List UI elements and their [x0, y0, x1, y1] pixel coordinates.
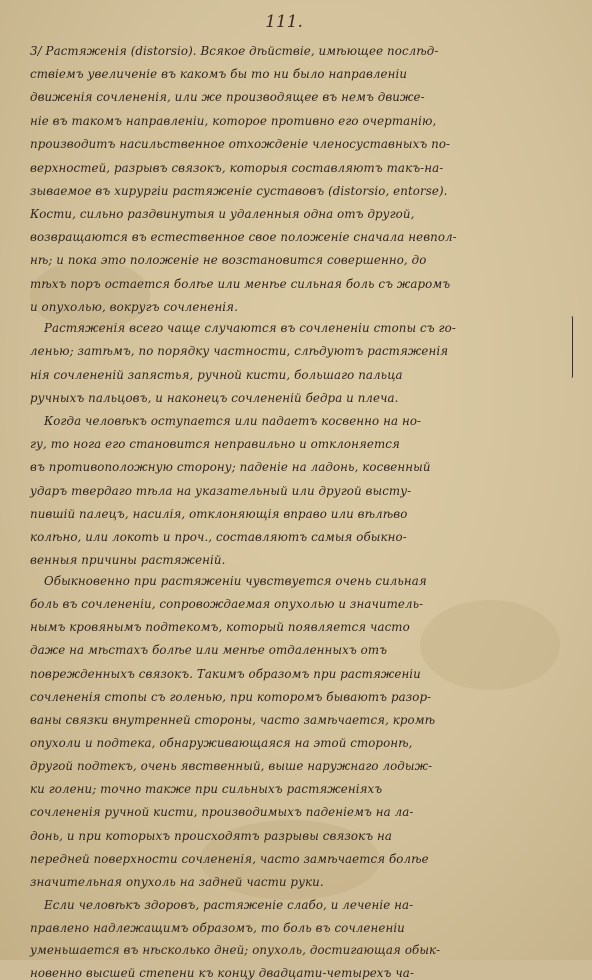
- margin-bracket-mark: [569, 316, 573, 378]
- handwritten-line: Кости, сильно раздвинутыя и удаленныя одна отъ другой,: [30, 207, 415, 221]
- handwritten-line: ленью; затѣмъ, по порядку частности, слѣдуютъ растяженія: [30, 344, 449, 358]
- handwritten-line: зываемое въ хирургіи растяженіе суставовъ (distorsio, entorse).: [30, 184, 448, 198]
- handwritten-line: Когда человѣкъ оступается или падаетъ косвенно на но-: [44, 414, 422, 428]
- handwritten-line: пившій палецъ, насилія, отклоняющія вправо или вѣлѣво: [30, 507, 408, 521]
- handwritten-line: верхностей, разрывъ связокъ, которыя составляютъ такъ-на-: [30, 161, 444, 175]
- handwritten-line: даже на мѣстахъ болѣе или менѣе отдаленныхъ отъ: [30, 643, 388, 657]
- handwritten-line: Если человѣкъ здоровъ, растяженіе слабо, и леченіе на-: [44, 898, 414, 912]
- handwritten-line: венныя причины растяженій.: [30, 553, 226, 567]
- handwritten-line: возвращаются въ естественное свое положеніе сначала невпол-: [30, 230, 457, 244]
- handwritten-line: тѣхъ поръ остается болѣе или менѣе сильная боль съ жаромъ: [30, 277, 451, 291]
- handwritten-line: нѣ; и пока это положеніе не возстановится совершенно, до: [30, 253, 427, 267]
- handwritten-line: производитъ насильственное отхожденіе членосуставныхъ по-: [30, 137, 451, 151]
- handwritten-line: боль въ сочлененіи, сопровождаемая опухолью и значитель-: [30, 597, 424, 611]
- handwritten-line: 3/ Растяженія (distorsio). Всякое дѣйствіе, имѣющее послѣд-: [30, 44, 439, 58]
- handwritten-line: ствіемъ увеличеніе въ какомъ бы то ни было направленіи: [30, 67, 408, 81]
- handwritten-line: колѣно, или локоть и проч., составляютъ самыя обыкно-: [30, 530, 407, 544]
- handwritten-line: въ противоположную сторону; паденіе на ладонь, косвенный: [30, 460, 431, 474]
- handwritten-line: Растяженія всего чаще случаются въ сочлененіи стопы съ го-: [44, 321, 456, 335]
- handwritten-line: сочлененія стопы съ голенью, при которомъ бываютъ разор-: [30, 690, 432, 704]
- handwritten-line: новенно высшей степени къ концу двадцати-четырехъ ча-: [30, 966, 415, 980]
- handwritten-line: нія сочлененій запястья, ручной кисти, большаго пальца: [30, 368, 403, 382]
- handwritten-line: донь, и при которыхъ происходятъ разрывы связокъ на: [30, 829, 393, 843]
- handwritten-line: Обыкновенно при растяженіи чувствуется очень сильная: [44, 574, 427, 588]
- handwritten-line: передней поверхности сочлененія, часто замѣчается болѣе: [30, 852, 429, 866]
- handwritten-line: ваны связки внутренней стороны, часто замѣчается, кромѣ: [30, 713, 436, 727]
- handwritten-line: гу, то нога его становится неправильно и отклоняется: [30, 437, 400, 451]
- handwritten-line: ки голени; точно также при сильныхъ растяженіяхъ: [30, 782, 383, 796]
- handwritten-line: нымъ кровянымъ подтекомъ, который появляется часто: [30, 620, 410, 634]
- handwritten-line: другой подтекъ, очень явственный, выше наружнаго лодыж-: [30, 759, 433, 773]
- handwritten-line: и опухолью, вокругъ сочлененія.: [30, 300, 238, 314]
- handwritten-line: движенія сочлененія, или же производящее въ немъ движе-: [30, 90, 425, 104]
- handwritten-line: правлено надлежащимъ образомъ, то боль въ сочлененіи: [30, 921, 405, 935]
- handwritten-line: поврежденныхъ связокъ. Такимъ образомъ при растяженіи: [30, 667, 421, 681]
- page-number: 111.: [265, 12, 303, 32]
- handwritten-line: ударъ твердаго тѣла на указательный или другой высту-: [30, 484, 412, 498]
- handwritten-line: ніе въ такомъ направленіи, которое противно его очертанію,: [30, 114, 437, 128]
- handwritten-line: значительная опухоль на задней части руки.: [30, 875, 324, 889]
- handwritten-line: сочлененія ручной кисти, производимыхъ паденіемъ на ла-: [30, 805, 414, 819]
- handwritten-line: уменьшается въ нѣсколько дней; опухоль, достигающая обык-: [30, 943, 441, 957]
- handwritten-line: опухоли и подтека, обнаруживающаяся на этой сторонѣ,: [30, 736, 413, 750]
- handwritten-line: ручныхъ пальцовъ, и наконецъ сочлененій бедра и плеча.: [30, 391, 399, 405]
- paper-stain: [30, 260, 150, 330]
